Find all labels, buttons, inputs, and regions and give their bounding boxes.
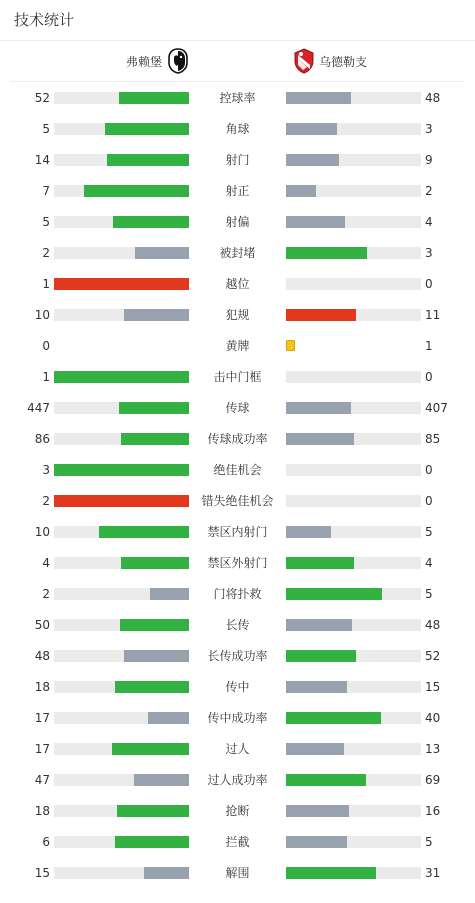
away-team[interactable] (293, 41, 367, 81)
home-stat-value: 86 (34, 432, 50, 446)
home-stat-value: 447 (27, 401, 50, 415)
stat-label: 错失绝佳机会 (201, 494, 274, 508)
away-stat-bar-track (286, 433, 421, 445)
home-team-name: 弗赖堡 (125, 54, 162, 69)
stat-label: 绝佳机会 (213, 463, 262, 477)
away-stat-value: 52 (425, 649, 441, 663)
away-stat-bar (286, 185, 316, 197)
home-stat-bar (124, 650, 189, 662)
stat-label: 被封堵 (219, 246, 256, 260)
stat-label: 越位 (225, 277, 250, 291)
stat-label: 传球 (225, 401, 250, 415)
home-stat-bar (135, 247, 189, 259)
away-stat-value: 85 (425, 432, 441, 446)
away-stat-value: 4 (425, 556, 433, 570)
away-stat-bar-track (286, 309, 421, 321)
yellow-card-icon (286, 340, 295, 351)
away-stat-value: 5 (425, 587, 433, 601)
stat-label: 传中成功率 (207, 711, 268, 725)
stat-label: 传球成功率 (207, 432, 268, 446)
stat-label: 犯规 (225, 308, 250, 322)
away-stat-bar-track (286, 371, 421, 383)
away-stat-value: 69 (425, 773, 441, 787)
stat-label: 解围 (225, 866, 250, 880)
away-stat-bar (286, 123, 337, 135)
away-stat-bar (286, 774, 366, 786)
home-stat-bar-track (54, 309, 189, 321)
home-stat-bar-track (54, 619, 189, 631)
away-stat-value: 0 (425, 494, 433, 508)
home-stat-value: 14 (34, 153, 50, 167)
away-stat-bar-track (286, 650, 421, 662)
home-stat-bar (117, 805, 189, 817)
home-stat-bar-track (54, 433, 189, 445)
home-stat-bar (124, 309, 189, 321)
away-stat-bar-track (286, 247, 421, 259)
home-stat-bar-track (54, 216, 189, 228)
home-stat-value: 10 (34, 308, 50, 322)
home-stat-bar (84, 185, 189, 197)
home-stat-value: 47 (34, 773, 50, 787)
away-stat-bar-track (286, 154, 421, 166)
away-stat-value: 13 (425, 742, 441, 756)
home-stat-bar (144, 867, 189, 879)
away-stat-bar-track (286, 557, 421, 569)
stat-label: 过人 (225, 742, 250, 756)
home-stat-value: 0 (42, 339, 50, 353)
freiburg-crest-icon (168, 48, 188, 74)
home-stat-bar-track (54, 836, 189, 848)
stat-label: 拦截 (225, 835, 250, 849)
home-stat-bar-track (54, 805, 189, 817)
away-stat-bar (286, 433, 354, 445)
away-stat-bar (286, 309, 356, 321)
away-stat-bar (286, 216, 345, 228)
home-stat-value: 5 (42, 122, 50, 136)
home-stat-bar-track (54, 712, 189, 724)
home-stat-bar-track (54, 743, 189, 755)
home-stat-value: 1 (42, 277, 50, 291)
stat-label: 角球 (225, 122, 250, 136)
home-stat-bar (134, 774, 189, 786)
away-stat-value: 9 (425, 153, 433, 167)
away-stat-value: 15 (425, 680, 441, 694)
home-stat-bar-track (54, 526, 189, 538)
away-stat-value: 5 (425, 835, 433, 849)
home-stat-bar (54, 495, 189, 507)
home-stat-bar-track (54, 650, 189, 662)
away-stat-bar (286, 402, 351, 414)
stat-label: 禁区内射门 (207, 525, 268, 539)
away-stat-bar-track (286, 216, 421, 228)
stat-label: 控球率 (219, 91, 256, 105)
away-stat-bar (286, 154, 339, 166)
home-stat-value: 18 (34, 804, 50, 818)
home-stat-bar (119, 92, 189, 104)
away-stat-bar (286, 557, 354, 569)
away-stat-bar (286, 681, 347, 693)
home-stat-bar-track (54, 371, 189, 383)
home-stat-bar-track (54, 247, 189, 259)
away-stat-bar (286, 805, 349, 817)
stat-label: 射偏 (225, 215, 250, 229)
away-stat-bar (286, 588, 382, 600)
home-stat-bar-track (54, 185, 189, 197)
home-team[interactable] (126, 41, 188, 81)
home-stat-value: 10 (34, 525, 50, 539)
away-stat-value: 16 (425, 804, 441, 818)
home-stat-value: 2 (42, 494, 50, 508)
home-stat-bar (121, 433, 189, 445)
home-stat-value: 6 (42, 835, 50, 849)
home-stat-bar (99, 526, 189, 538)
home-stat-bar (150, 588, 189, 600)
away-stat-value: 1 (425, 339, 433, 353)
home-stat-bar (105, 123, 189, 135)
home-stat-bar (112, 743, 189, 755)
home-stat-bar (107, 154, 189, 166)
stat-label: 长传 (225, 618, 250, 632)
away-stat-bar-track (286, 681, 421, 693)
home-stat-value: 1 (42, 370, 50, 384)
away-stat-bar (286, 526, 331, 538)
home-stat-value: 2 (42, 587, 50, 601)
away-stat-bar-track (286, 836, 421, 848)
stat-label: 黄牌 (225, 339, 250, 353)
stat-label: 击中门框 (213, 370, 262, 384)
away-stat-value: 48 (425, 618, 441, 632)
away-stat-bar-track (286, 588, 421, 600)
away-stat-value: 40 (425, 711, 441, 725)
team-header (10, 41, 465, 81)
away-stat-bar (286, 712, 381, 724)
home-stat-bar-track (54, 278, 189, 290)
away-stat-bar-track (286, 743, 421, 755)
away-stat-bar (286, 836, 347, 848)
away-stat-bar (286, 650, 356, 662)
home-stat-bar-track (54, 588, 189, 600)
away-stat-value: 407 (425, 401, 448, 415)
away-stat-value: 0 (425, 370, 433, 384)
stat-label: 门将扑救 (213, 587, 262, 601)
home-stat-bar-track (54, 92, 189, 104)
home-stat-value: 17 (34, 711, 50, 725)
home-stat-bar-track (54, 495, 189, 507)
away-stat-bar (286, 619, 352, 631)
home-stat-bar-track (54, 402, 189, 414)
home-stat-value: 15 (34, 866, 50, 880)
stat-label: 传中 (225, 680, 250, 694)
home-stat-bar-track (54, 464, 189, 476)
home-stat-value: 18 (34, 680, 50, 694)
home-stat-value: 7 (42, 184, 50, 198)
home-stat-bar (121, 557, 189, 569)
utrecht-crest-icon (293, 48, 313, 74)
away-team-name: 乌德勒支 (319, 54, 368, 69)
away-stat-bar (286, 247, 367, 259)
home-stat-value: 4 (42, 556, 50, 570)
home-stat-bar (120, 619, 189, 631)
home-stat-bar-track (54, 557, 189, 569)
home-stat-bar-track (54, 774, 189, 786)
home-stat-value: 17 (34, 742, 50, 756)
home-stat-value: 52 (34, 91, 50, 105)
home-stat-bar (115, 836, 189, 848)
away-stat-bar-track (286, 402, 421, 414)
away-stat-bar (286, 743, 344, 755)
away-stat-bar-track (286, 495, 421, 507)
away-stat-bar-track (286, 92, 421, 104)
away-stat-bar (286, 92, 351, 104)
home-stat-value: 48 (34, 649, 50, 663)
away-stat-bar-track (286, 712, 421, 724)
away-stat-bar-track (286, 123, 421, 135)
away-stat-bar-track (286, 526, 421, 538)
stat-label: 抢断 (225, 804, 250, 818)
home-stat-bar-track (54, 681, 189, 693)
away-stat-bar-track (286, 464, 421, 476)
away-stat-value: 11 (425, 308, 441, 322)
home-stat-bar (148, 712, 189, 724)
stat-label: 射门 (225, 153, 250, 167)
home-stat-bar (119, 402, 189, 414)
stat-label: 长传成功率 (207, 649, 268, 663)
page-title: 技术统计 (14, 11, 75, 29)
away-stat-value: 3 (425, 246, 433, 260)
away-stat-bar-track (286, 774, 421, 786)
away-stat-value: 0 (425, 463, 433, 477)
away-stat-bar-track (286, 278, 421, 290)
home-stat-bar-track (54, 123, 189, 135)
away-stat-value: 3 (425, 122, 433, 136)
home-stat-value: 3 (42, 463, 50, 477)
away-stat-value: 0 (425, 277, 433, 291)
away-stat-bar-track (286, 805, 421, 817)
home-stat-bar (54, 464, 189, 476)
stat-label: 过人成功率 (207, 773, 268, 787)
away-stat-value: 4 (425, 215, 433, 229)
header-divider (10, 81, 465, 82)
home-stat-bar (113, 216, 189, 228)
home-stat-bar-track (54, 867, 189, 879)
stat-label: 禁区外射门 (207, 556, 268, 570)
stat-label: 射正 (225, 184, 250, 198)
away-stat-value: 48 (425, 91, 441, 105)
home-stat-value: 5 (42, 215, 50, 229)
home-stat-bar-track (54, 154, 189, 166)
home-stat-bar (115, 681, 189, 693)
home-stat-bar (54, 278, 189, 290)
home-stat-value: 2 (42, 246, 50, 260)
away-stat-bar-track (286, 619, 421, 631)
away-stat-value: 2 (425, 184, 433, 198)
away-stat-bar-track (286, 185, 421, 197)
away-stat-bar-track (286, 867, 421, 879)
away-stat-bar (286, 867, 376, 879)
away-stat-value: 31 (425, 866, 441, 880)
away-stat-value: 5 (425, 525, 433, 539)
home-stat-value: 50 (34, 618, 50, 632)
home-stat-bar (54, 371, 189, 383)
